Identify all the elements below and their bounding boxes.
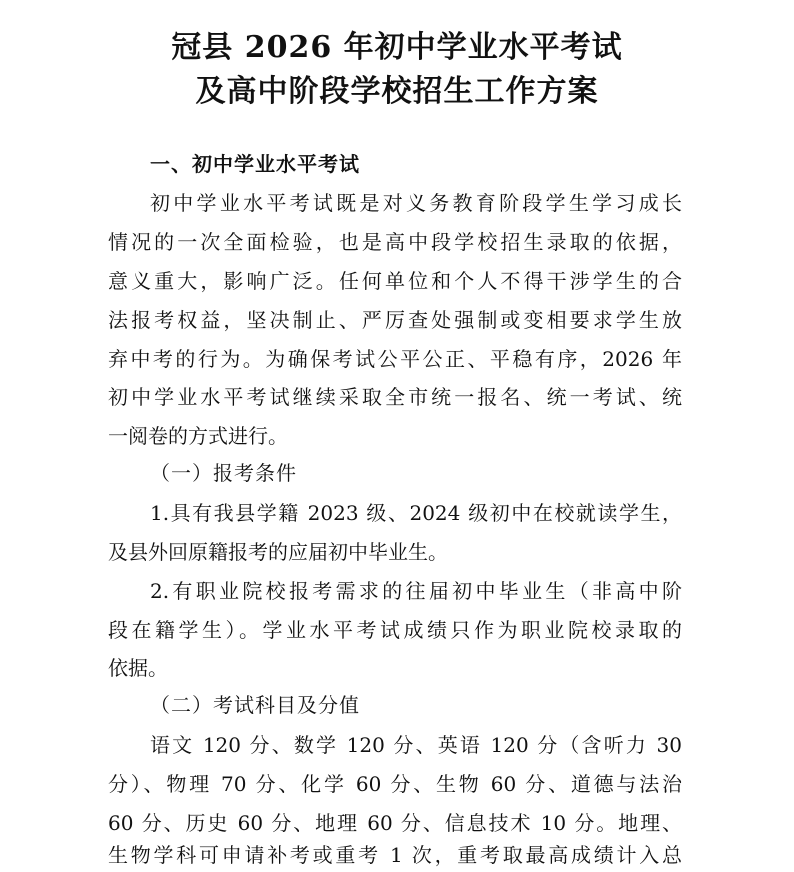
paragraph-line: 一阅卷的方式进行。 bbox=[108, 424, 288, 448]
paragraph-line: 初中学业水平考试既是对义务教育阶段学生学习成长 bbox=[150, 191, 682, 215]
section-heading-1: 一、初中学业水平考试 bbox=[150, 152, 360, 176]
paragraph-line: 情况的一次全面检验，也是高中段学校招生录取的依据， bbox=[108, 230, 682, 254]
paragraph-line: 法报考权益，坚决制止、严厉查处强制或变相要求学生放 bbox=[108, 308, 682, 332]
document-title-line-1: 冠县 2026 年初中学业水平考试 bbox=[171, 30, 623, 65]
document-title-line-2: 及高中阶段学校招生工作方案 bbox=[195, 74, 599, 109]
list-item-line: 依据。 bbox=[108, 656, 168, 680]
list-item-line: 及县外回原籍报考的应届初中毕业生。 bbox=[108, 540, 448, 564]
subsection-heading-2: （二）考试科目及分值 bbox=[150, 693, 360, 717]
list-item-line: 2.有职业院校报考需求的往届初中毕业生（非高中阶 bbox=[150, 579, 682, 603]
paragraph-line: 初中学业水平考试继续采取全市统一报名、统一考试、统 bbox=[108, 385, 682, 409]
subsection-heading-1: （一）报考条件 bbox=[150, 461, 297, 485]
list-item-line: 段在籍学生）。学业水平考试成绩只作为职业院校录取的 bbox=[108, 618, 682, 642]
paragraph-line: 弃中考的行为。为确保考试公平公正、平稳有序，2026 年 bbox=[108, 347, 682, 371]
paragraph-line: 意义重大，影响广泛。任何单位和个人不得干涉学生的合 bbox=[108, 269, 682, 293]
list-item-line: 1.具有我县学籍 2023 级、2024 级初中在校就读学生， bbox=[150, 501, 682, 525]
paragraph-line: 生物学科可申请补考或重考 1 次，重考取最高成绩计入总 bbox=[108, 843, 682, 867]
paragraph-line: 分）、物理 70 分、化学 60 分、生物 60 分、道德与法治 bbox=[108, 772, 682, 796]
paragraph-line: 语文 120 分、数学 120 分、英语 120 分（含听力 30 bbox=[150, 733, 682, 757]
paragraph-line: 60 分、历史 60 分、地理 60 分、信息技术 10 分。地理、 bbox=[108, 811, 682, 835]
